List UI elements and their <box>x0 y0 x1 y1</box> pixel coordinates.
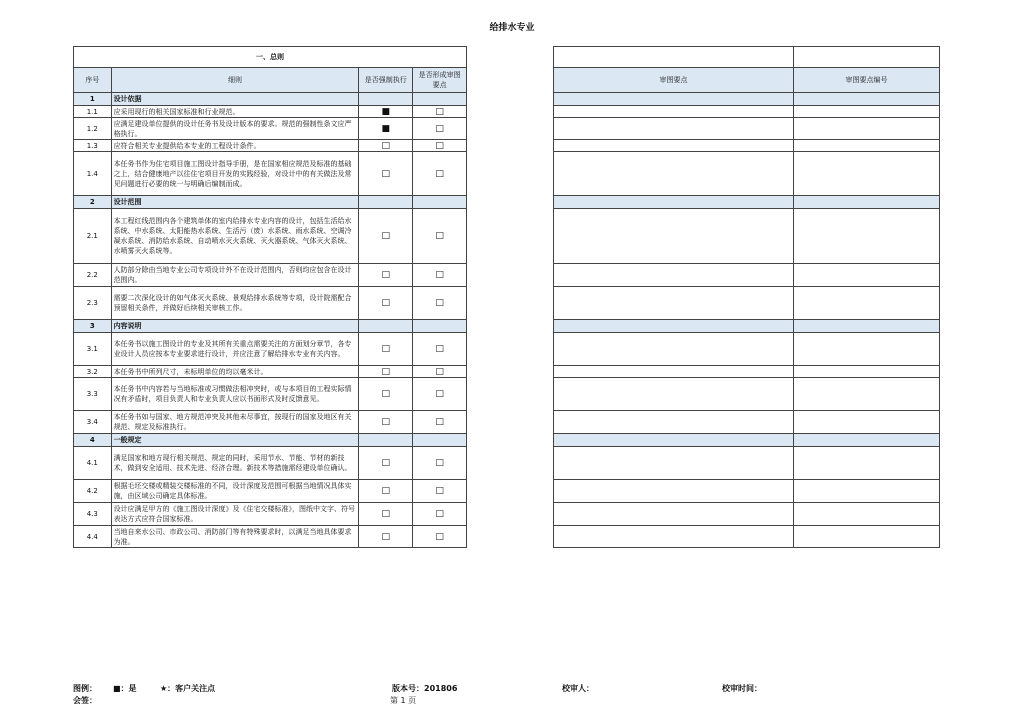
item-text: 本任务书作为住宅项目施工图设计指导手册，是在国家相应规范及标准的基础之上，结合健康地产以往住宅项目开发的实践经验，对设计中的有关做法及常见问题进行必要的统一与明确后编制而成。 <box>111 152 359 196</box>
category-title: 设计范围 <box>111 196 359 209</box>
table-row <box>74 366 467 378</box>
mandatory-mark: □ <box>359 378 413 411</box>
review-point-number-cell <box>794 366 940 378</box>
review-point-mark: □ <box>413 526 467 548</box>
rules-table <box>73 46 467 548</box>
item-text: 应采用现行的相关国家标准和行业规范。 <box>111 106 359 118</box>
category-row <box>74 93 467 106</box>
mandatory-mark: □ <box>359 152 413 196</box>
header-review-point-number: 审图要点编号 <box>794 68 940 93</box>
review-point-number-cell <box>794 106 940 118</box>
section-title-row <box>74 47 467 68</box>
right-title-row <box>554 47 940 68</box>
review-point-number-cell <box>794 447 940 480</box>
right-table-row <box>554 209 940 264</box>
category-cell-b <box>413 93 467 106</box>
header-no: 序号 <box>74 68 112 93</box>
category-cell-a <box>359 434 413 447</box>
review-point-mark: □ <box>413 411 467 434</box>
table-row <box>74 209 467 264</box>
category-number: 4 <box>74 434 112 447</box>
review-point-number-cell <box>794 333 940 366</box>
review-point-cell <box>554 264 794 287</box>
item-number: 3.3 <box>74 378 112 411</box>
category-cell-a <box>359 196 413 209</box>
right-category-cell-1 <box>554 196 794 209</box>
review-time-label: 校审时间： <box>722 684 762 693</box>
review-point-number-cell <box>794 503 940 526</box>
review-point-number-cell <box>794 118 940 140</box>
item-number: 2.3 <box>74 287 112 320</box>
review-point-number-cell <box>794 264 940 287</box>
category-row <box>74 320 467 333</box>
review-point-number-cell <box>794 411 940 434</box>
item-number: 4.2 <box>74 480 112 503</box>
mandatory-mark: □ <box>359 140 413 152</box>
table-row <box>74 118 467 140</box>
category-cell-a <box>359 93 413 106</box>
countersign-label: 会签： <box>73 696 97 705</box>
right-category-cell-2 <box>794 320 940 333</box>
item-text: 需要二次深化设计的如气体灭火系统、景观给排水系统等专项，设计院需配合预留相关条件，并做好后续相关审核工作。 <box>111 287 359 320</box>
right-category-cell-2 <box>794 93 940 106</box>
mandatory-mark: □ <box>359 480 413 503</box>
right-table-row <box>554 503 940 526</box>
header-mandatory: 是否强制执行 <box>359 68 413 93</box>
review-point-mark: □ <box>413 378 467 411</box>
review-point-mark: □ <box>413 447 467 480</box>
table-row <box>74 503 467 526</box>
table-row <box>74 106 467 118</box>
right-table-row <box>554 118 940 140</box>
mandatory-mark: □ <box>359 264 413 287</box>
section-title: 一、总则 <box>74 47 467 68</box>
header-review-points: 审图要点 <box>554 68 794 93</box>
right-table-row <box>554 152 940 196</box>
mandatory-mark: □ <box>359 287 413 320</box>
legend-label: 图例： <box>73 684 97 693</box>
right-table-row <box>554 411 940 434</box>
item-number: 4.3 <box>74 503 112 526</box>
right-category-row <box>554 434 940 447</box>
review-point-number-cell <box>794 152 940 196</box>
right-title-cell-2 <box>794 47 940 68</box>
category-cell-b <box>413 196 467 209</box>
review-point-number-cell <box>794 209 940 264</box>
table-row <box>74 287 467 320</box>
right-table-row <box>554 264 940 287</box>
review-point-cell <box>554 447 794 480</box>
review-point-mark: □ <box>413 333 467 366</box>
mandatory-mark: □ <box>359 333 413 366</box>
review-point-number-cell <box>794 526 940 548</box>
item-text: 本工程红线范围内各个建筑单体的室内给排水专业内容的设计，包括生活给水系统、中水系统、太阳能热水系统、生活污（废）水系统、雨水系统、空调冷凝水系统、消防给水系统、自动喷水灭火系统、灭火器系统、气体灭火系统、水喷雾灭火系统等。 <box>111 209 359 264</box>
table-row <box>74 526 467 548</box>
item-text: 人防部分除由当地专业公司专项设计外不在设计范围内，否则均应包含在设计范围内。 <box>111 264 359 287</box>
header-review-point: 是否形成审图要点 <box>413 68 467 93</box>
item-number: 4.4 <box>74 526 112 548</box>
right-category-cell-1 <box>554 434 794 447</box>
review-point-cell <box>554 503 794 526</box>
header-desc: 细则 <box>111 68 359 93</box>
header-row <box>74 68 467 93</box>
item-text: 本任务书中内容若与当地标准或习惯做法相冲突时，或与本项目的工程实际情况有矛盾时，项目负责人和专业负责人应以书面形式及时反馈意见。 <box>111 378 359 411</box>
category-number: 2 <box>74 196 112 209</box>
right-table-row <box>554 140 940 152</box>
item-number: 1.1 <box>74 106 112 118</box>
review-point-cell <box>554 333 794 366</box>
reviewer-label: 校审人： <box>562 684 594 693</box>
review-point-cell <box>554 118 794 140</box>
mandatory-mark: □ <box>359 526 413 548</box>
review-point-mark: □ <box>413 480 467 503</box>
mandatory-mark: □ <box>359 503 413 526</box>
review-point-mark: □ <box>413 140 467 152</box>
item-text: 应符合相关专业提供给本专业的工程设计条件。 <box>111 140 359 152</box>
table-row <box>74 447 467 480</box>
right-table-row <box>554 287 940 320</box>
right-table-row <box>554 526 940 548</box>
item-text: 设计应满足甲方的《施工图设计深度》及《住宅交楼标准》，图纸中文字、符号表达方式应符合国家标准。 <box>111 503 359 526</box>
version-number: 版本号：201806 <box>392 684 458 693</box>
review-point-cell <box>554 152 794 196</box>
review-point-mark: □ <box>413 209 467 264</box>
review-point-cell <box>554 106 794 118</box>
right-table-row <box>554 106 940 118</box>
category-cell-b <box>413 434 467 447</box>
review-point-mark: □ <box>413 287 467 320</box>
item-number: 3.2 <box>74 366 112 378</box>
right-table-row <box>554 333 940 366</box>
review-point-mark: □ <box>413 152 467 196</box>
table-row <box>74 411 467 434</box>
item-number: 2.1 <box>74 209 112 264</box>
right-category-row <box>554 320 940 333</box>
right-header-row <box>554 68 940 93</box>
mandatory-mark: □ <box>359 411 413 434</box>
right-table-row <box>554 447 940 480</box>
item-number: 4.1 <box>74 447 112 480</box>
item-text: 当地自来水公司、市政公司、消防部门等有特殊要求时，以满足当地具体要求为准。 <box>111 526 359 548</box>
item-text: 根据毛坯交楼或精装交楼标准的不同，设计深度及范围可根据当地情况具体实施，由区域公司确定具体标准。 <box>111 480 359 503</box>
item-number: 1.3 <box>74 140 112 152</box>
category-title: 一般规定 <box>111 434 359 447</box>
category-title: 内容说明 <box>111 320 359 333</box>
right-title-cell-1 <box>554 47 794 68</box>
right-table-row <box>554 480 940 503</box>
right-category-cell-2 <box>794 196 940 209</box>
item-number: 1.4 <box>74 152 112 196</box>
category-cell-b <box>413 320 467 333</box>
legend-star: ★：客户关注点 <box>160 684 216 693</box>
review-point-number-cell <box>794 378 940 411</box>
item-number: 3.4 <box>74 411 112 434</box>
table-row <box>74 264 467 287</box>
item-text: 本任务书中所列尺寸，未标明单位的均以毫米计。 <box>111 366 359 378</box>
review-point-number-cell <box>794 287 940 320</box>
right-category-row <box>554 196 940 209</box>
category-row <box>74 434 467 447</box>
table-row <box>74 480 467 503</box>
review-point-cell <box>554 140 794 152</box>
right-table-row <box>554 378 940 411</box>
right-category-cell-2 <box>794 434 940 447</box>
review-point-mark: □ <box>413 264 467 287</box>
item-number: 1.2 <box>74 118 112 140</box>
item-text: 本任务书以施工图设计的专业及其所有关重点需要关注的方面划分章节，各专业设计人员应按本专业要求进行设计，并应注意了解给排水专业有关内容。 <box>111 333 359 366</box>
review-point-mark: □ <box>413 366 467 378</box>
category-title: 设计依据 <box>111 93 359 106</box>
review-point-cell <box>554 480 794 503</box>
table-row <box>74 140 467 152</box>
item-number: 2.2 <box>74 264 112 287</box>
legend-yes: ■：是 <box>113 684 137 693</box>
category-row <box>74 196 467 209</box>
mandatory-mark: □ <box>359 447 413 480</box>
mandatory-mark: □ <box>359 366 413 378</box>
page-title: 给排水专业 <box>489 23 535 33</box>
review-point-mark: □ <box>413 503 467 526</box>
review-point-mark: □ <box>413 106 467 118</box>
right-category-row <box>554 93 940 106</box>
table-row <box>74 378 467 411</box>
review-point-cell <box>554 209 794 264</box>
mandatory-mark: □ <box>359 209 413 264</box>
category-number: 1 <box>74 93 112 106</box>
review-point-cell <box>554 366 794 378</box>
right-table-row <box>554 366 940 378</box>
review-point-cell <box>554 411 794 434</box>
page-number: 第 1 页 <box>390 696 417 705</box>
review-point-mark: □ <box>413 118 467 140</box>
item-text: 应满足建设单位提供的设计任务书及设计版本的要求。规范的强制性条文应严格执行。 <box>111 118 359 140</box>
table-row <box>74 333 467 366</box>
review-point-number-cell <box>794 140 940 152</box>
right-category-cell-1 <box>554 93 794 106</box>
item-text: 本任务书如与国家、地方规范冲突及其他未尽事宜，按现行的国家及地区有关规范、规定及标准执行。 <box>111 411 359 434</box>
review-point-number-cell <box>794 480 940 503</box>
table-row <box>74 152 467 196</box>
review-point-cell <box>554 526 794 548</box>
category-cell-a <box>359 320 413 333</box>
item-number: 3.1 <box>74 333 112 366</box>
right-category-cell-1 <box>554 320 794 333</box>
review-point-cell <box>554 287 794 320</box>
category-number: 3 <box>74 320 112 333</box>
review-point-cell <box>554 378 794 411</box>
item-text: 满足国家和地方现行相关规范、规定的同时，采用节水、节能、节材的新技术，做到安全适用、技术先进、经济合理。新技术等措施需经建设单位确认。 <box>111 447 359 480</box>
review-points-table <box>553 46 940 548</box>
mandatory-mark: ■ <box>359 118 413 140</box>
mandatory-mark: ■ <box>359 106 413 118</box>
